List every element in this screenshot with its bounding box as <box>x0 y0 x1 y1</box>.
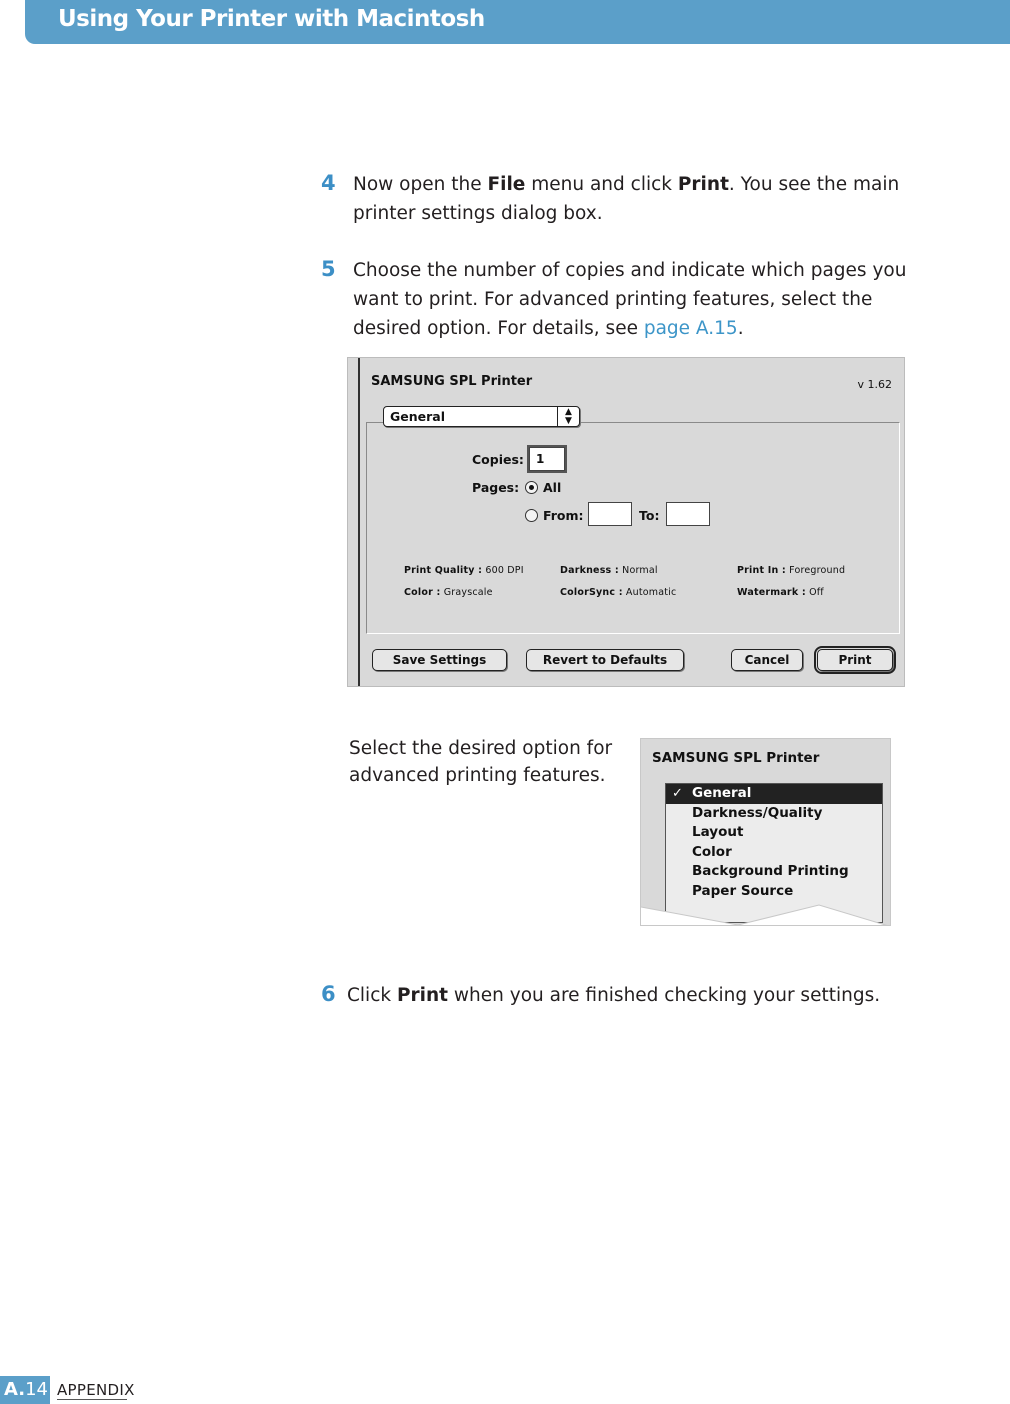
pages-label: Pages: <box>472 480 520 495</box>
settings-panel <box>366 422 900 634</box>
dialog-title: SAMSUNG SPL Printer <box>371 374 533 389</box>
up-down-arrows-icon: ▲ ▼ <box>557 407 579 426</box>
from-input[interactable] <box>588 502 632 526</box>
save-settings-button[interactable]: Save Settings <box>372 649 507 671</box>
dialog-edge <box>358 358 360 686</box>
header-bar <box>25 0 1010 44</box>
step-number: 4 <box>321 171 336 195</box>
printer-dialog <box>347 357 905 687</box>
page-number-tab <box>0 1376 50 1404</box>
menu-item-background-printing[interactable]: Background Printing <box>692 863 849 879</box>
menu-caption: Select the desired option for advanced printing features. <box>349 738 613 786</box>
colorsync-info: ColorSync : Automatic <box>560 587 677 598</box>
from-label: From: <box>543 508 584 523</box>
step-number: 6 <box>321 982 336 1006</box>
color-info: Color : Grayscale <box>404 587 493 598</box>
step-text: Now open the File menu and click Print. You see the main printer settings dialog box. <box>353 174 900 224</box>
pages-all-label: All <box>543 480 562 495</box>
darkness-info: Darkness : Normal <box>560 565 658 576</box>
step-5 <box>321 256 921 346</box>
step-number: 5 <box>321 257 336 281</box>
menu-item-layout[interactable]: Layout <box>692 824 744 840</box>
print-in-info: Print In : Foreground <box>737 565 846 576</box>
step-text: Choose the number of copies and indicate which pages you want to print. For advanced printing features, select the desired option. For details, see page A.15. <box>353 260 907 339</box>
step-4 <box>321 170 921 230</box>
panel-menu-screenshot <box>640 738 891 926</box>
step-text: Click Print when you are finished checking your settings. <box>347 985 881 1006</box>
menu-item-general[interactable]: ✓ General <box>666 784 882 804</box>
watermark-info: Watermark : Off <box>737 587 824 598</box>
page-number: A.14 <box>4 1379 49 1400</box>
popup-label: General <box>390 409 445 424</box>
section-underline <box>57 1399 127 1400</box>
cancel-button[interactable]: Cancel <box>731 649 803 671</box>
step-6 <box>321 981 921 1013</box>
dialog-version: v 1.62 <box>857 378 892 391</box>
to-label: To: <box>639 508 660 523</box>
pages-all-radio[interactable] <box>525 481 538 494</box>
revert-to-defaults-button[interactable]: Revert to Defaults <box>526 649 684 671</box>
page-link[interactable]: page A.15 <box>643 318 738 339</box>
menu-item-darkness-quality[interactable]: Darkness/Quality <box>692 804 823 821</box>
print-button[interactable]: Print <box>817 649 893 671</box>
section-label: APPENDIX <box>57 1381 135 1399</box>
torn-edge <box>641 739 891 926</box>
menu-item-color[interactable]: Color <box>692 843 732 860</box>
page-title: Using Your Printer with Macintosh <box>58 6 485 32</box>
copies-input[interactable]: 1 <box>529 447 565 471</box>
menu-item-paper-source[interactable]: Paper Source <box>692 882 794 899</box>
print-quality-info: Print Quality : 600 DPI <box>404 565 524 576</box>
panel-popup-menu[interactable] <box>383 406 580 427</box>
pages-from-radio[interactable] <box>525 509 538 522</box>
copies-label: Copies: <box>472 452 524 467</box>
menu-dialog-title: SAMSUNG SPL Printer <box>652 750 820 766</box>
to-input[interactable] <box>666 502 710 526</box>
checkmark-icon: ✓ <box>672 786 683 801</box>
